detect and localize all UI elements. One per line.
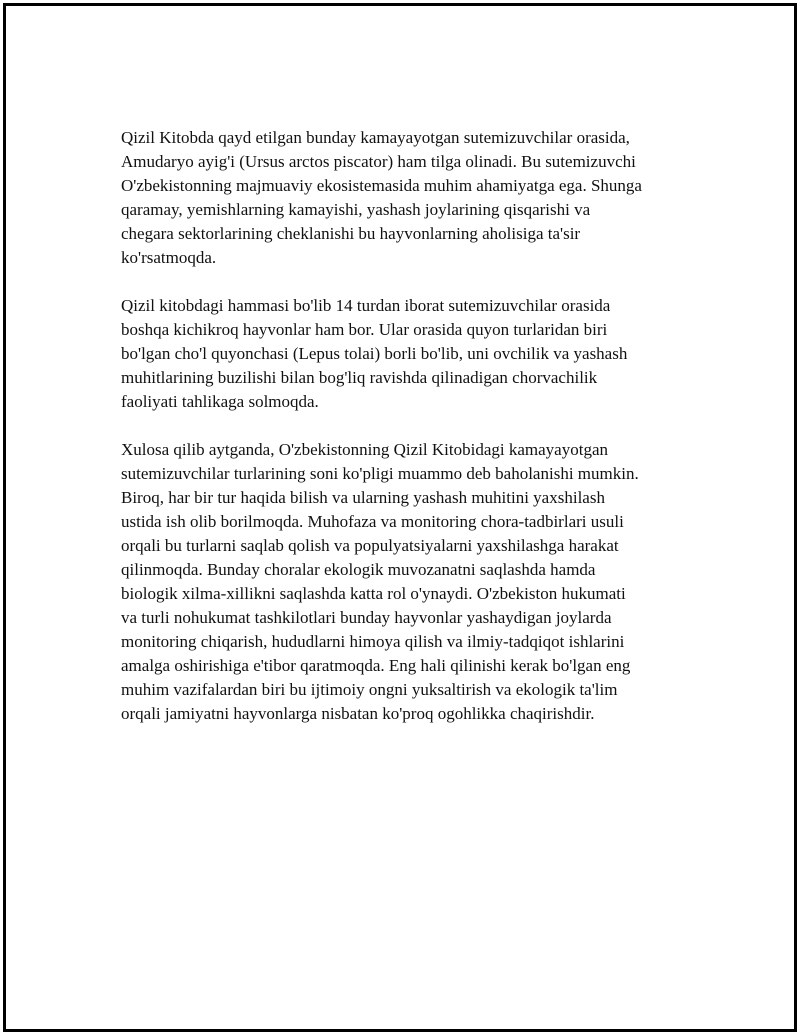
text-line: Xulosa qilib aytganda, O'zbekistonning Qizil Kitobidagi kamayayotgan bbox=[121, 440, 608, 459]
text-line: orqali jamiyatni hayvonlarga nisbatan ko'proq ogohlikka chaqirishdir. bbox=[121, 704, 595, 723]
document-page bbox=[3, 3, 797, 1032]
text-line: sutemizuvchilar turlarining soni ko'pligi muammo deb baholanishi mumkin. bbox=[121, 464, 639, 483]
text-line: orqali bu turlarni saqlab qolish va populyatsiyalarni yaxshilashga harakat bbox=[121, 536, 619, 555]
text-line: Biroq, har bir tur haqida bilish va ularning yashash muhitini yaxshilash bbox=[121, 488, 605, 507]
text-line: faoliyati tahlikaga solmoqda. bbox=[121, 392, 319, 411]
text-line: va turli nohukumat tashkilotlari bunday hayvonlar yashaydigan joylarda bbox=[121, 608, 612, 627]
text-line: chegara sektorlarining cheklanishi bu hayvonlarning aholisiga ta'sir bbox=[121, 224, 581, 243]
text-line: Amudaryo ayig'i (Ursus arctos piscator) ham tilga olinadi. Bu sutemizuvchi bbox=[121, 152, 636, 171]
paragraph-3 bbox=[121, 438, 691, 726]
paragraph-2 bbox=[121, 294, 691, 414]
text-line: Qizil Kitobda qayd etilgan bunday kamayayotgan sutemizuvchilar orasida, bbox=[121, 128, 630, 147]
text-line: monitoring chiqarish, hududlarni himoya qilish va ilmiy-tadqiqot ishlarini bbox=[121, 632, 625, 651]
text-line: O'zbekistonning majmuaviy ekosistemasida muhim ahamiyatga ega. Shunga bbox=[121, 176, 642, 195]
text-line: boshqa kichikroq hayvonlar ham bor. Ular orasida quyon turlaridan biri bbox=[121, 320, 608, 339]
text-line: muhim vazifalardan biri bu ijtimoiy ongni yuksaltirish va ekologik ta'lim bbox=[121, 680, 618, 699]
text-line: amalga oshirishiga e'tibor qaratmoqda. Eng hali qilinishi kerak bo'lgan eng bbox=[121, 656, 631, 675]
paragraph-1 bbox=[121, 126, 691, 270]
text-line: ko'rsatmoqda. bbox=[121, 248, 217, 267]
text-line: Qizil kitobdagi hammasi bo'lib 14 turdan iborat sutemizuvchilar orasida bbox=[121, 296, 611, 315]
text-line: qilinmoqda. Bunday choralar ekologik muvozanatni saqlashda hamda bbox=[121, 560, 596, 579]
text-line: qaramay, yemishlarning kamayishi, yashash joylarining qisqarishi va bbox=[121, 200, 591, 219]
text-line: muhitlarining buzilishi bilan bog'liq ravishda qilinadigan chorvachilik bbox=[121, 368, 598, 387]
text-line: bo'lgan cho'l quyonchasi (Lepus tolai) borli bo'lib, uni ovchilik va yashash bbox=[121, 344, 628, 363]
text-line: ustida ish olib borilmoqda. Muhofaza va monitoring chora-tadbirlari usuli bbox=[121, 512, 624, 531]
document-body bbox=[121, 126, 691, 750]
text-line: biologik xilma-xillikni saqlashda katta rol o'ynaydi. O'zbekiston hukumati bbox=[121, 584, 626, 603]
